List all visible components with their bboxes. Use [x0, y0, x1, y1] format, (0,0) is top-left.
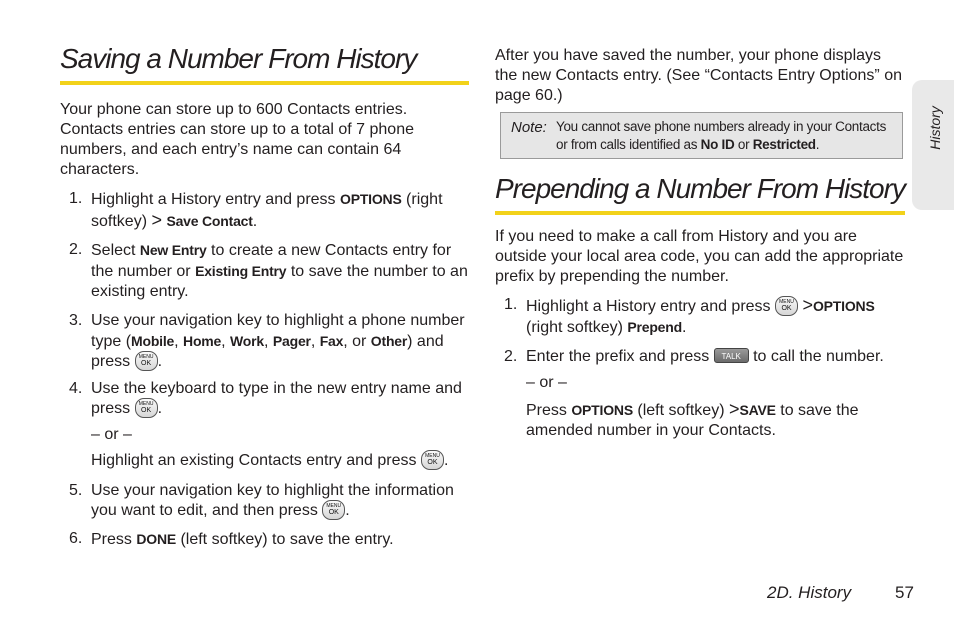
- menu-ok-key-icon: MENU OK: [775, 296, 798, 316]
- left-column: [60, 0, 469, 550]
- page-number: 57: [895, 583, 914, 602]
- arrow-icon: >: [728, 399, 740, 419]
- section-title-prepending: Prepending a Number From History: [495, 173, 905, 204]
- right-column: [495, 0, 905, 106]
- side-tab-label: History: [927, 106, 943, 150]
- menu-ok-key-icon: MENU OK: [135, 351, 158, 371]
- side-tab: [912, 80, 954, 210]
- note-text: You cannot save phone numbers already in your Contacts or from calls identified as No ID or Restricted.: [556, 119, 887, 152]
- after-paragraph: After you have saved the number, your phone displays the new Contacts entry. (See “Contacts Entry Options” on page 60.): [495, 47, 902, 104]
- menu-ok-key-icon: MENU OK: [322, 500, 345, 520]
- intro-paragraph: Your phone can store up to 600 Contacts entries. Contacts entries can store up to a total of 7 phone numbers, and each entry’s name can contain 64 characters.: [60, 101, 414, 178]
- note-box: [500, 112, 903, 159]
- menu-ok-key-icon: MENU OK: [421, 450, 444, 470]
- alternative-step: Highlight an existing Contacts entry and press MENU OK .: [91, 451, 469, 471]
- step-2: 2. Enter the prefix and press TALK to call the number. – or – Press OPTIONS (left softkey) >SAVE to save the amended number in your Contacts.: [495, 347, 905, 441]
- prepend-section: [495, 172, 905, 441]
- footer-section: 2D. History: [767, 583, 852, 602]
- step-3: 3. Use your navigation key to highlight a phone number type (Mobile, Home, Work, Pager, Fax, or Other) and press MENU OK .: [69, 312, 465, 371]
- arrow-icon: >: [151, 210, 162, 230]
- step-5: 5. Use your navigation key to highlight the information you want to edit, and then press MENU OK .: [69, 481, 454, 519]
- step-1: 1. Highlight a History entry and press MENU OK >OPTIONS (right softkey) Prepend.: [504, 295, 875, 336]
- note-label: Note:: [511, 119, 547, 136]
- step-4: 4. Use the keyboard to type in the new entry name and press MENU OK . – or – Highlight an existing Contacts entry and press MENU OK .: [60, 379, 469, 471]
- step-6: 6. Press DONE (left softkey) to save the entry.: [69, 529, 394, 548]
- prepend-steps: [495, 295, 905, 441]
- step-2: 2. Select New Entry to create a new Contacts entry for the number or Existing Entry to save the number to an existing entry.: [69, 241, 468, 300]
- arrow-icon: >: [802, 295, 813, 315]
- alternative-step: Press OPTIONS (left softkey) >SAVE to save the amended number in your Contacts.: [526, 399, 859, 439]
- step-1: 1. Highlight a History entry and press OPTIONS (right softkey) > Save Contact.: [69, 190, 443, 230]
- talk-key-icon: TALK: [714, 348, 749, 363]
- prepend-intro: If you need to make a call from History and you are outside your local area code, you can add the appropriate prefix by prepending the number.: [495, 228, 904, 285]
- title-rule: [60, 81, 469, 85]
- saving-steps: [60, 189, 469, 550]
- menu-ok-key-icon: MENU OK: [135, 398, 158, 418]
- options-key-label: OPTIONS: [340, 191, 402, 207]
- section-title-saving: Saving a Number From History: [60, 43, 417, 74]
- or-separator: – or –: [526, 374, 567, 391]
- title-rule: [495, 211, 905, 215]
- or-separator: – or –: [91, 426, 132, 444]
